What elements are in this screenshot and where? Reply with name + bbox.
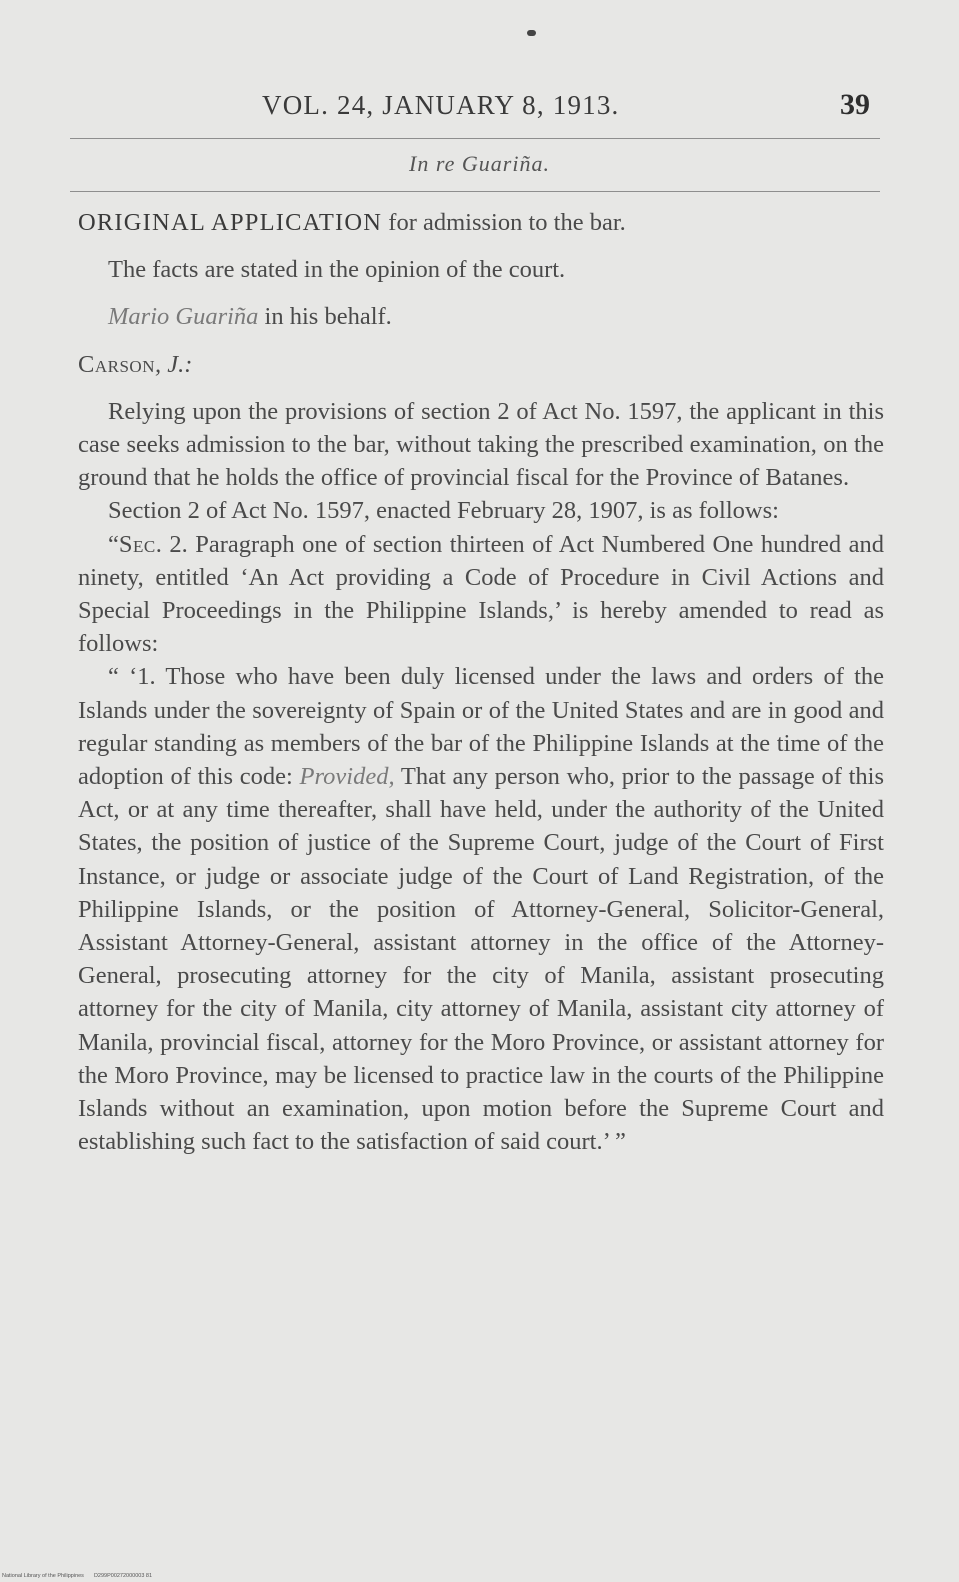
case-title: In re Guariña. xyxy=(409,151,550,176)
paragraph-4 xyxy=(78,660,884,1158)
justice-title: , J.: xyxy=(154,350,193,378)
paragraph-3 xyxy=(78,528,884,661)
application-rest: for admission to the bar. xyxy=(382,209,626,236)
para3-open-quote: “ xyxy=(108,530,119,558)
para4-provided: Provided, xyxy=(299,763,395,791)
application-caps: ORIGINAL APPLICATION xyxy=(78,209,383,236)
application-line xyxy=(78,206,884,239)
running-head: VOL. 24, JANUARY 8, 1913. xyxy=(262,90,620,120)
page-number: 39 xyxy=(840,88,870,121)
para3-sec: Sec xyxy=(118,530,156,558)
para4-start: “ ‘1. Those who have been duly licensed under the laws and orders of the Islands under the sovereignty of Spain or of the United States and are in good and regular standing as members of the bar of the Philippine Islands at the time of the adoption of this code: xyxy=(78,663,884,791)
facts-line: The facts are stated in the opinion of the court. xyxy=(108,256,566,284)
ink-speck xyxy=(527,30,536,36)
para4-end: That any person who, prior to the passage of this Act, or at any time thereafter, shall have held, under the authority of the United States, the position of justice of the Supreme Court, judge of the Court of First Instance, or judge or associate judge of the Court of Land Registration, of the Philippine Islands, or the position of Attorney-General, Solicitor-General, Assistant Attorney-General, assistant attorney in the office of the Attorney-General, prosecuting attorney for the city of Manila, assistant prosecuting attorney for the city of Manila, city attorney of Manila, assistant city attorney of Manila, provincial fiscal, attorney for the Moro Province, or assistant attorney for the Moro Province, may be licensed to practice law in the courts of the Philippine Islands without an examination, upon motion before the Supreme Court and establishing such fact to the satisfaction of said court.’ ” xyxy=(78,763,884,1156)
counsel-name: Mario Guariña xyxy=(108,303,259,331)
paragraph-1: Relying upon the provisions of section 2 of Act No. 1597, the applicant in this case seeks admission to the bar, without taking the prescribed examination, on the ground that he holds the office of provincial fiscal for the Province of Batanes. xyxy=(78,397,884,492)
paragraph-2: Section 2 of Act No. 1597, enacted February 28, 1907, is as follows: xyxy=(108,497,779,525)
behalf-line xyxy=(78,300,884,333)
para3-rest: . 2. Paragraph one of section thirteen of Act Numbered One hundred and ninety, entitled ‘An Act providing a Code of Procedure in Civil Actions and Special Proceedings in the Philippine Islands,’ is hereby amended to read as follows: xyxy=(78,530,884,658)
scan-footer xyxy=(2,1573,162,1579)
justice-name: Carson xyxy=(78,350,155,378)
footer-code: D299P00272000003 81 xyxy=(93,1573,153,1579)
opinion-body xyxy=(78,206,884,1158)
header-rule-bottom xyxy=(70,191,880,192)
behalf-rest: in his behalf. xyxy=(258,303,392,331)
justice-line xyxy=(78,348,884,381)
footer-library: National Library of the Philippines xyxy=(2,1573,84,1579)
header-rule-top xyxy=(70,138,880,139)
